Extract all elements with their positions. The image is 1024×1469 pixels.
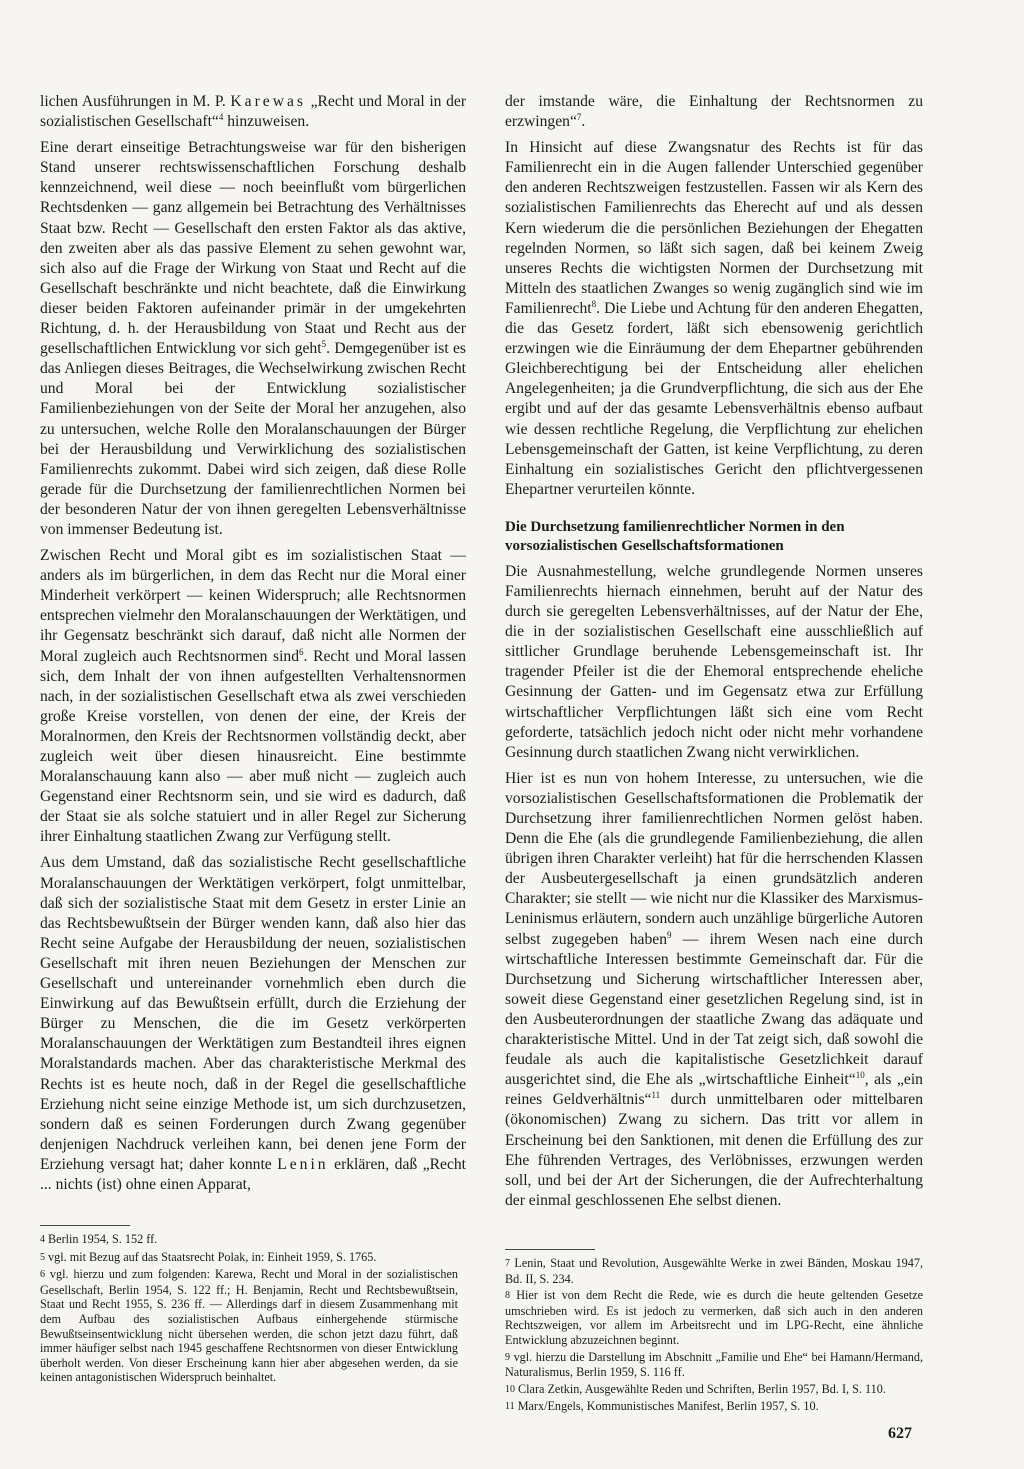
footnote-ref: 8: [591, 298, 597, 309]
footnote: 7 Lenin, Staat und Revolution, Ausgewählte Werke in zwei Bänden, Moskau 1947, Bd. II, S. 234.: [505, 1256, 924, 1286]
author-name: Karewas: [230, 93, 306, 110]
paragraph: Hier ist es nun von hohem Interesse, zu untersuchen, wie die vorsozialistischen Gesellschaftsformationen die Problematik der Durchsetzung ihrer familienrechtlichen Normen gelöst haben. Denn die Ehe (als die grundlegende Familienbeziehung, die allen übrigen ihren Charakter verleiht) hat für die herrschenden Klassen der Ausbeutergesellschaft ja einen grundsätzlich anderen Charakter; sie stellt — wie nicht nur die Klassiker des Marxismus-Leninismus erläutern, sondern auch unzählige bürgerliche Autoren selbst zugegeben haben$^9$ — ihrem Wesen nach eine durch wirtschaftliche Interessen bestimmte Gemeinschaft dar. Für die Durchsetzung und Sicherung wirtschaftlicher Interessen aber, soweit diese Gegenstand einer gesetzlichen Regelung sind, ist in den Ausbeuterordnungen der staatliche Zwang das adäquate und charakteristische Mittel. Und in der Tat zeigt sich, daß sowohl die feudale als auch die kapitalistische Gesetzlichkeit darauf ausgerichtet sind, die Ehe als „wirtschaftliche Einheit“$^{10}$, als „ein reines Geldverhältnis“$^{11}$ durch unmittelbaren oder mittelbaren (ökonomischen) Zwang zu sichern. Das tritt vor allem in Erscheinung bei den Sanktionen, mit denen die Erfüllung des zur Ehe führenden Vertrages, des Verlöbnisses, erzwungen werden soll, und bei der Art der Sicherungen, die der Aufrechterhaltung der einmal geschlossenen Ehe selbst dienen.: [505, 769, 923, 1209]
footnote-ref: 5: [321, 338, 327, 349]
left-column: [40, 92, 466, 1201]
footnote: 10 Clara Zetkin, Ausgewählte Reden und Schriften, Berlin 1957, Bd. I, S. 110.: [505, 1381, 886, 1396]
footnote-divider: [505, 1249, 595, 1250]
footnote: 6 vgl. hierzu und zum folgenden: Karewa, Recht und Moral in der sozialistischen Gesellschaft, Berlin 1954, S. 122 ff.; H. Benjamin, Recht und Rechtsbewußtsein, Staat und Recht 1955, S. 236 ff. — Allerdings darf in diesem Zusammenhang mit dem Aufbau des sozialistischen Aufbaus einhergehende stürmische Bewußtseinsentwicklung nicht übersehen werden, die schon jetzt dazu führt, daß immer häufiger selbst nach 1945 geschaffene Rechtsnormen von dieser Entwicklung überholt werden. Von dieser Erscheinung kann hier aber abgesehen werden, da sie keinen antagonistischen Widerspruch beinhaltet.: [40, 1267, 458, 1385]
footnotes-right: [505, 1237, 923, 1417]
paragraph: Aus dem Umstand, daß das sozialistische Recht gesellschaftliche Moralanschauungen der Werktätigen verkörpert, folgt unmittelbar, daß sich der sozialistische Staat mit dem Gesetz in erster Linie an das Rechtsbewußtsein der Bürger wenden kann, daß also hier das Recht seine Aufgabe der Herausbildung der neuen, sozialistischen Gesellschaft mit ihren neuen Beziehungen der Menschen zur Gesellschaft und untereinander vornehmlich eben durch die Einwirkung auf das Bewußtsein erfüllt, durch die Erziehung der Bürger zu Menschen, die die im Gesetz verkörperten Moralanschauungen der Werktätigen zum Bestandteil ihres eignen Moralstandards machen. Aber das charakteristische Merkmal des Rechts ist es heute noch, daß in der Regel die gesellschaftliche Erziehung nicht seine einzige Methode ist, um sich durchzusetzen, sondern daß es seinen Forderungen durch Zwang gegenüber denjenigen Nachdruck verleihen kann, bei denen jene Form der Erziehung versagt hat; daher konnte Lenin erklären, daß „Recht ... nichts (ist) ohne einen Apparat,: [40, 854, 466, 1193]
page-number: 627: [888, 1425, 912, 1442]
paragraph: Zwischen Recht und Moral gibt es im sozialistischen Staat — anders als im bürgerlichen, in dem das Recht nur die Moral einer Minderheit verkörpert — keinen Widerspruch; alle Rechtsnormen entsprechen vielmehr den Moralanschauungen der Werktätigen, und ihr Gegensatz beschränkt sich darauf, daß nicht alle Normen der Moral zugleich auch Rechtsnormen sind$^6$. Recht und Moral lassen sich, dem Inhalt der von ihnen aufgestellten Verhaltensnormen nach, in der sozialistischen Gesellschaft etwa als zwei verschieden große Kreise vorstellen, von denen der eine, der Kreis der Moralnormen, den Kreis der Rechtsnormen vollständig deckt, aber zugleich weit über diesen hinausreicht. Eine bestimmte Moralanschauung kann also — aber muß nicht — zugleich auch Gegenstand einer Rechtsnorm sein, und sie wird es dadurch, daß der Staat sie als solche statuiert und in aller Regel zur Sicherung ihrer Einhaltung staatlichen Zwang zur Verfügung stellt.: [40, 547, 466, 846]
paragraph: der imstande wäre, die Einhaltung der Rechtsnormen zu erzwingen“$^7$.: [505, 93, 923, 131]
paragraph: lichen Ausführungen in M. P. Karewas „Recht und Moral in der sozialistischen Gesellschaft“$^4$ hinzuweisen.: [40, 93, 467, 131]
footnote-ref: 6: [299, 646, 304, 657]
footnote: 8 Hier ist von dem Recht die Rede, wie es durch die heute geltenden Gesetze umschrieben wird. Es ist jedoch zu vermerken, daß sich auch in den anderen Rechtszweigen, vor allem im Arbeitsrecht und im LPG-Recht, eine ähnliche Entwicklung abzuzeichnen beginnt.: [505, 1288, 923, 1347]
right-column: [505, 92, 923, 1217]
footnote: 4 Berlin 1954, S. 152 ff.: [40, 1232, 158, 1246]
footnote-ref: 10: [855, 1070, 865, 1081]
paragraph: In Hinsicht auf diese Zwangsnatur des Rechts ist für das Familienrecht ein in die Augen fallender Unterschied gegenüber den anderen Rechtszweigen festzustellen. Fassen wir als Kern des sozialistischen Familienrechts das Eherecht auf und als dessen Kern wiederum die die persönlichen Beziehungen der Ehegatten regelnden Normen, so läßt sich sagen, daß bei keinem Zweig unseres Rechts die wichtigsten Normen der Durchsetzung mit Mitteln des staatlichen Zwanges so wenig zugänglich sind wie im Familienrecht$^8$. Die Liebe und Achtung für den anderen Ehegatten, die das Gesetz fordert, läßt sich ebensowenig gerichtlich erzwingen wie die Einräumung der dem Ehepartner gebührenden Gleichberechtigung bei der Entscheidung aller ehelichen Angelegenheiten; ja die Grundverpflichtung, die sich aus der Ehe ergibt und auf der das gesamte Lebensverhältnis ebenso aufbaut wie dessen rechtliche Regelung, die Verpflichtung zur ehelichen Lebensgemeinschaft der Gatten, ist keine Verpflichtung, zu deren Einhaltung ein sozialistisches Gericht den pflichtvergessenen Ehepartner verurteilen könnte.: [505, 139, 923, 498]
footnote-ref: 7: [576, 111, 582, 122]
footnote-ref: 4: [218, 111, 224, 122]
section-heading: Die Durchsetzung familienrechtlicher Normen in den vorsozialistischen Gesellschaftsformationen: [505, 518, 845, 554]
footnotes-left: [40, 1213, 458, 1387]
author-name: Lenin: [277, 1155, 329, 1173]
footnote: 11 Marx/Engels, Kommunistisches Manifest, Berlin 1957, S. 10.: [505, 1399, 819, 1414]
footnote-ref: 11: [651, 1090, 661, 1101]
footnote-ref: 9: [667, 929, 672, 940]
footnote-divider: [40, 1225, 130, 1226]
footnote: 5 vgl. mit Bezug auf das Staatsrecht Polak, in: Einheit 1959, S. 1765.: [40, 1249, 377, 1264]
footnote: 9 vgl. hierzu die Darstellung im Abschnitt „Familie und Ehe“ bei Hamann/Hermand, Naturalismus, Berlin 1959, S. 116 ff.: [505, 1349, 923, 1380]
paragraph: Eine derart einseitige Betrachtungsweise war für den bisherigen Stand unserer rechtswissenschaftlichen Forschung deshalb kennzeichnend, weil diese — noch beeinflußt vom bürgerlichen Rechtsdenken — ganz allgemein bei Betrachtung des Verhältnisses Staat bzw. Recht — Gesellschaft den ersten Faktor als das aktive, den zweiten aber als das passive Element zu sehen gewohnt war, sich also auf die Frage der Wirkung von Staat und Recht auf die Gesellschaft beschränkte und nicht beachtete, daß die Einwirkung dieser beiden Faktoren aufeinander primär in der umgekehrten Richtung, d. h. der Herausbildung von Staat und Recht aus der gesellschaftlichen Entwicklung vor sich geht$^5$. Demgegenüber ist es das Anliegen dieses Beitrages, die Wechselwirkung zwischen Recht und Moral bei der Entwicklung sozialistischer Familienbeziehungen von der Seite der Moral her anzugehen, also zu untersuchen, welche Rolle den Moralanschauungen der Bürger bei der Herausbildung und Verwirklichung des sozialistischen Familienrechts zukommt. Dabei wird sich zeigen, daß diese Rolle gerade für die Durchsetzung der familienrechtlichen Normen bei der besonderen Natur der von ihnen geregelten Lebensverhältnisse von immenser Bedeutung ist.: [40, 139, 466, 538]
paragraph: Die Ausnahmestellung, welche grundlegende Normen unseres Familienrechts hiernach einnehmen, beruht auf der Natur des durch sie geregelten Lebensverhältnisses, auf der Natur der Ehe, die in der sozialistischen Gesellschaft eine ausschließlich auf sittlicher Grundlage beruhende Lebensgemeinschaft ist. Ihr tragender Pfeiler ist die der Ehemoral entsprechende eheliche Gesinnung der Gatten- und im Gegensatz etwa zur Erfüllung wirtschaftlicher Verpflichtungen läßt sich eine vom Recht geforderte, tatsächlich jedoch nicht oder nicht mehr vorhandene Gesinnung durch staatlichen Zwang nicht verwirklichen.: [505, 562, 923, 761]
